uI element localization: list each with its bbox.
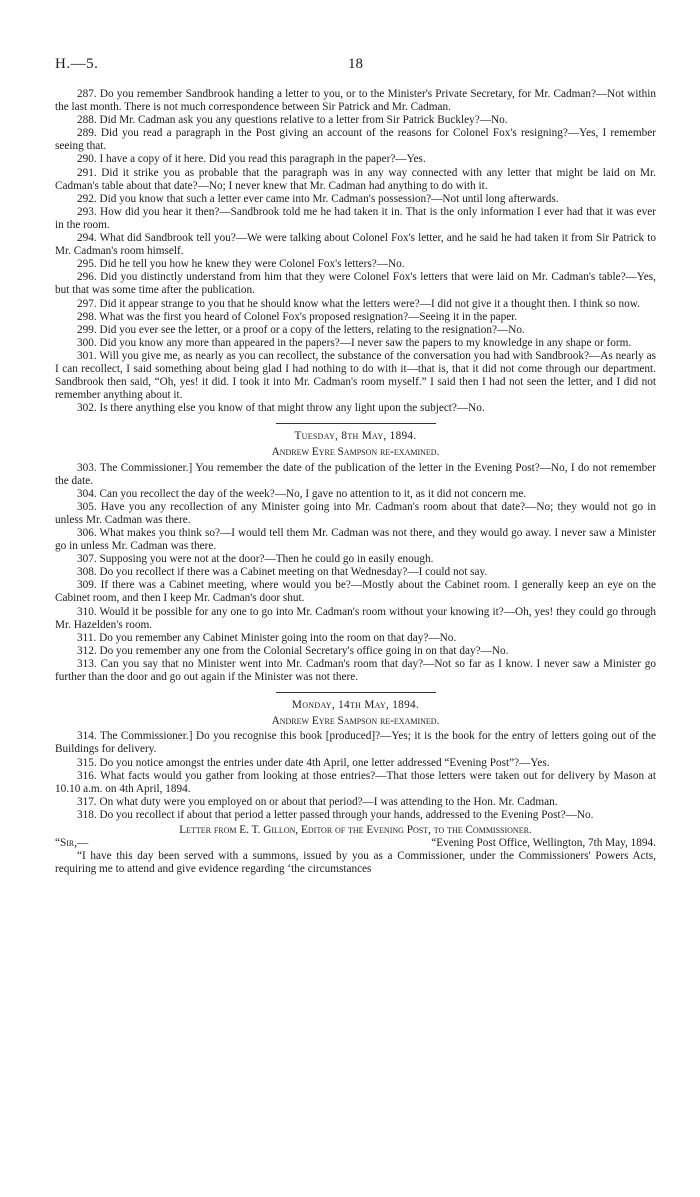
witness-line-2 [55,715,656,728]
qa-paragraph: 317. On what duty were you employed on or about that period?—I was attending to the Hon. Mr. Cadman. [77,795,558,808]
qa-paragraph: 288. Did Mr. Cadman ask you any questions relative to a letter from Sir Patrick Buckley?—No. [77,114,508,127]
testimony-block-1 [55,88,656,415]
qa-paragraph: 310. Would it be possible for any one to go into Mr. Cadman's room without your knowing it?—Oh, yes! they could go through Mr. Hazelden's room. [55,605,656,631]
section-divider [276,692,436,693]
qa-paragraph: 292. Did you know that such a letter ever came into Mr. Cadman's possession?—Not until long afterwards. [77,192,559,205]
qa-paragraph: 290. I have a copy of it here. Did you read this paragraph in the paper?—Yes. [77,153,426,166]
qa-paragraph: 287. Do you remember Sandbrook handing a letter to you, or to the Minister's Private Secretary, for Mr. Cadman?—Not within the last month. There is not much correspondence between Sir Patrick and Mr. Cadman. [55,88,656,114]
qa-paragraph: 304. Can you recollect the day of the week?—No, I gave no attention to it, as it did not concern me. [77,487,527,500]
qa-paragraph: 294. What did Sandbrook tell you?—We were talking about Colonel Fox's letter, and he said he had taken it from Sir Patrick to Mr. Cadman's room himself. [55,232,656,258]
qa-paragraph: 318. Do you recollect if about that period a letter passed through your hands, addressed to the Evening Post?—No. [77,808,594,821]
letter-heading: Letter from E. T. Gillon, Editor of the Evening Post, to the Commissioner. [179,823,532,836]
page-number: 18 [348,56,363,72]
qa-paragraph: 314. The Commissioner.] Do you recognise this book [produced]?—Yes; it is the book for the entry of letters going out of the Buildings for delivery. [55,730,656,756]
session-date-1: Tuesday, 8th May, 1894. [294,430,417,443]
qa-paragraph: 295. Did he tell you how he knew they were Colonel Fox's letters?—No. [77,258,405,271]
witness-name-1: Andrew Eyre Sampson re-examined. [271,446,440,459]
qa-paragraph: 316. What facts would you gather from looking at those entries?—That those letters were taken out for delivery by Mason at 10.10 a.m. on 4th April, 1894. [55,769,656,795]
qa-paragraph: 300. Did you know any more than appeared in the papers?—I never saw the papers to my knowledge in any shape or form. [77,336,632,349]
letter-address: “Evening Post Office, Wellington, 7th May, 1894. [431,837,656,850]
qa-paragraph: 299. Did you ever see the letter, or a proof or a copy of the letters, relating to the resignation?—No. [77,323,525,336]
qa-paragraph: 297. Did it appear strange to you that he should know what the letters were?—I did not give it a thought then. I think so now. [77,297,640,310]
witness-name-2: Andrew Eyre Sampson re-examined. [271,715,440,728]
qa-paragraph: 291. Did it strike you as probable that the paragraph was in any way connected with any letter that might be laid on Mr. Cadman's table about that date?—No; I never knew that Mr. Cadman had anything to do with it. [55,166,656,192]
qa-paragraph: 315. Do you notice amongst the entries under date 4th April, one letter addressed “Evening Post”?—Yes. [77,756,550,769]
qa-paragraph: 302. Is there anything else you know of that might throw any light upon the subject?—No. [77,402,485,415]
qa-paragraph: 313. Can you say that no Minister went into Mr. Cadman's room that day?—Not so far as I know. I never saw a Minister go further than the door and go out again if the Minister was not there. [55,657,656,684]
testimony-block-2 [55,462,656,685]
qa-paragraph: 311. Do you remember any Cabinet Minister going into the room on that day?—No. [77,631,457,644]
qa-paragraph: 296. Did you distinctly understand from him that they were Colonel Fox's letters that were laid on Mr. Cadman's table?—Yes, but that was some time after the publication. [55,271,656,297]
qa-paragraph: 293. How did you hear it then?—Sandbrook told me he had taken it in. That is the only information I ever had that it was ever in the room. [55,205,656,231]
qa-paragraph: 312. Do you remember any one from the Colonial Secretary's office going in on that day?—No. [77,644,509,657]
qa-paragraph: 307. Supposing you were not at the door?—Then he could go in easily enough. [77,553,434,566]
qa-paragraph: 308. Do you recollect if there was a Cabinet meeting on that Wednesday?—I could not say. [77,566,488,579]
section-divider [276,423,436,424]
qa-paragraph: 309. If there was a Cabinet meeting, where would you be?—Mostly about the Cabinet room. I generally keep an eye on the Cabinet room, and then I keep Mr. Cadman's door shut. [55,579,656,605]
document-reference: H.—5. [55,56,99,72]
qa-paragraph: 303. The Commissioner.] You remember the date of the publication of the letter in the Evening Post?—No, I do not remember the date. [55,461,656,487]
page-header [55,56,656,76]
testimony-block-3 [55,730,656,822]
witness-line-1 [55,446,656,459]
session-date-2: Monday, 14th May, 1894. [291,699,420,712]
qa-paragraph: 305. Have you any recollection of any Minister going into Mr. Cadman's room about that date?—No; they would not go in unless Mr. Cadman was there. [55,500,656,526]
letter-body: “I have this day been served with a summons, issued by you as a Commissioner, under the Commissioners' Powers Acts, requiring me to attend and give evidence regarding ‘the circumstances [55,850,656,876]
qa-paragraph: 298. What was the first you heard of Colonel Fox's proposed resignation?—Seeing it in the paper. [77,310,518,323]
letter-salutation-line [55,837,656,850]
letter-salutation: “Sir,— [55,837,89,850]
qa-paragraph: 289. Did you read a paragraph in the Post giving an account of the reasons for Colonel Fox's resigning?—Yes, I remember seeing that. [55,127,656,153]
qa-paragraph: 301. Will you give me, as nearly as you can recollect, the substance of the conversation you had with Sandbrook?—As nearly as I can recollect, I said something about being glad I had nothing to do with it—that is, that it did not come through our department. Sandbrook then said, “Oh, yes! it did. I took it into Mr. Cadman's room myself.” I said then I had not seen the letter, and I did not remember anything about it. [55,349,656,402]
document-body [55,88,656,876]
qa-paragraph: 306. What makes you think so?—I would tell them Mr. Cadman was not there, and they would go away. I never saw a Minister go in unless Mr. Cadman was there. [55,527,656,553]
